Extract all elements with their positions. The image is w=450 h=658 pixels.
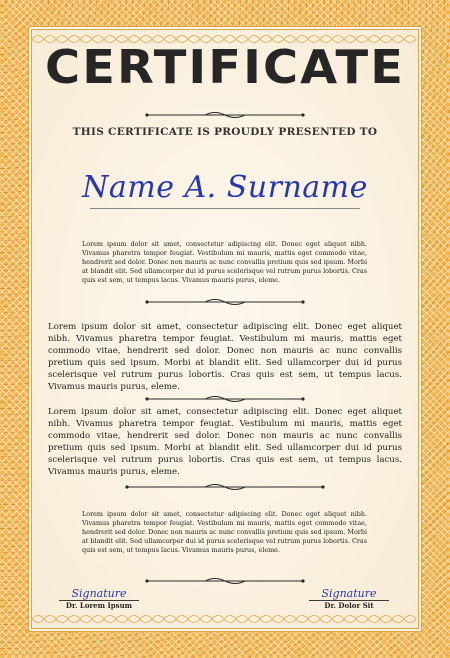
recipient-name: Name A. Surname	[82, 170, 368, 205]
flourish-divider-icon	[32, 110, 418, 120]
paragraph-3: Lorem ipsum dolor sit amet, consectetur adipiscing elit. Donec eget aliquet nibh. Vivamus pharetra tempor feugiat. Vestibulum mi mauris, mattis eget commodo vitae, hendrerit sed dolor. Donec non mauris ac nunc convallis pretium quis sed ipsum. Morbi at blandit elit. Sed ullamcorper dui id purus scelerisque vel rutrum purus lobortis. Cras quis est sem, ut tempus lacus. Vivamus mauris purus, eleme.	[48, 407, 402, 478]
signature-label: Dr. Dolor Sit	[324, 601, 374, 610]
paragraph-2: Lorem ipsum dolor sit amet, consectetur adipiscing elit. Donec eget aliquet nibh. Vivamus pharetra tempor feugiat. Vestibulum mi mauris, mattis eget commodo vitae, hendrerit sed dolor. Donec non mauris ac nunc convallis pretium quis sed ipsum. Morbi at blandit elit. Sed ullamcorper dui id purus scelerisque vel rutrum purus lobortis. Cras quis est sem, ut tempus lacus. Vivamus mauris purus, eleme.	[48, 322, 402, 393]
guilloche-bottom-icon	[32, 612, 418, 626]
name-underline	[90, 208, 360, 209]
presented-to-line: THIS CERTIFICATE IS PROUDLY PRESENTED TO	[72, 126, 378, 138]
paragraph-1: Lorem ipsum dolor sit amet, consectetur adipiscing elit. Donec eget aliquet nibh. Vivamus pharetra tempor feugiat. Vestibulum mi mauris, mattis eget commodo vitae, hendrerit sed dolor. Donec non mauris ac nunc convallis pretium quis sed ipsum. Morbi at blandit elit. Sed ullamcorper dui id purus scelerisque vel rutrum purus lobortis. Cras quis est sem, ut tempus lacus. Vivamus mauris purus, eleme.	[82, 240, 367, 284]
paragraph-4: Lorem ipsum dolor sit amet, consectetur adipiscing elit. Donec eget aliquet nibh. Vivamus pharetra tempor feugiat. Vestibulum mi mauris, mattis eget commodo vitae, hendrerit sed dolor. Donec non mauris ac nunc convallis pretium quis sed ipsum. Morbi at blandit elit. Sed ullamcorper dui id purus scelerisque vel rutrum purus lobortis. Cras quis est sem, ut tempus lacus. Vivamus mauris purus, eleme.	[82, 510, 367, 554]
certificate-paper	[32, 30, 418, 628]
signature-scrawl: Signature	[71, 587, 127, 600]
flourish-divider-icon	[32, 482, 418, 492]
flourish-divider-icon	[32, 297, 418, 307]
certificate-title: CERTIFICATE	[44, 40, 406, 94]
flourish-divider-icon	[32, 576, 418, 586]
flourish-divider-icon	[32, 394, 418, 404]
signature-label: Dr. Lorem Ipsum	[65, 601, 133, 610]
signature-left	[54, 588, 144, 611]
signature-scrawl: Signature	[321, 587, 377, 600]
signature-right	[304, 588, 394, 611]
